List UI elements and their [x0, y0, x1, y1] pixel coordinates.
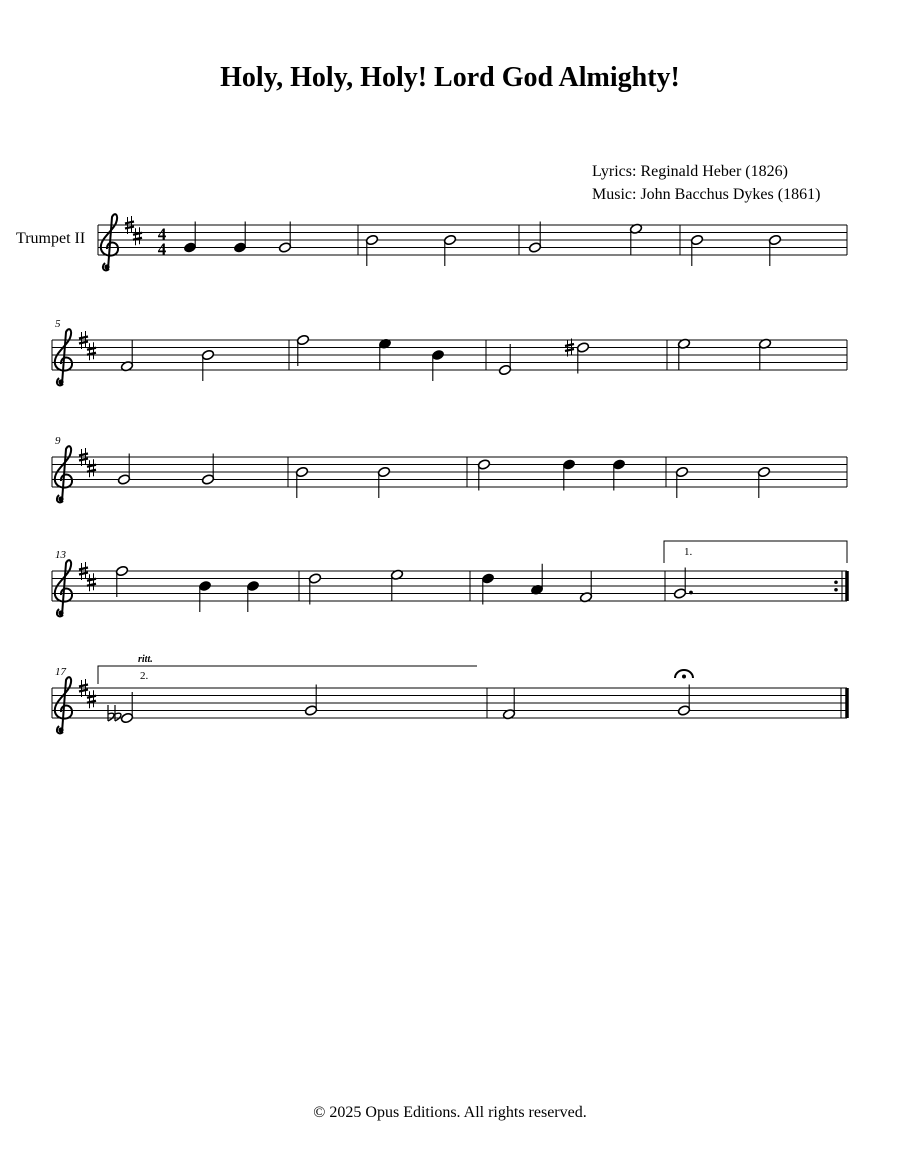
treble-clef-icon: [55, 446, 72, 502]
key-signature-sharp: [87, 690, 96, 708]
note: [431, 349, 444, 381]
volta-bracket: [664, 541, 847, 563]
key-signature-sharp: [87, 342, 96, 360]
accidental-flat: [115, 705, 121, 721]
volta-number: 1.: [684, 546, 693, 558]
note: [365, 234, 378, 266]
note: [390, 569, 403, 601]
note: [295, 466, 308, 498]
note: [768, 234, 781, 266]
note: [183, 222, 196, 254]
time-signature-numerator: 4: [157, 224, 167, 244]
volta-bracket: [98, 654, 477, 684]
note: [443, 234, 456, 266]
staff-system: [98, 225, 847, 255]
note: [120, 692, 133, 724]
repeat-dot: [834, 580, 838, 584]
volta-number: 2.: [140, 670, 149, 682]
note: [677, 338, 690, 370]
tempo-expression: ritt.: [138, 654, 153, 665]
note: [677, 685, 690, 717]
fermata-icon: [675, 670, 693, 679]
note: [477, 459, 490, 491]
note: [233, 222, 246, 254]
note: [120, 340, 133, 372]
note: [675, 466, 688, 498]
key-signature-sharp: [87, 573, 96, 591]
note: [530, 564, 543, 596]
treble-clef-icon: [55, 677, 72, 733]
note: [673, 568, 693, 600]
note: [377, 466, 390, 498]
accidental-flat: [108, 705, 114, 721]
measure-number: 9: [55, 435, 61, 447]
note: [758, 338, 771, 370]
note: [117, 454, 130, 486]
time-signature: [158, 225, 167, 259]
measure-number: 13: [55, 549, 66, 561]
measure-number: 17: [55, 666, 66, 678]
note: [612, 459, 625, 491]
treble-clef-icon: [55, 329, 72, 385]
staff-system: [52, 457, 847, 487]
note: [579, 571, 592, 603]
note: [246, 580, 259, 612]
note: [481, 573, 494, 605]
note: [757, 466, 770, 498]
note: [201, 349, 214, 381]
staff-system: [52, 571, 847, 601]
note: [296, 334, 309, 366]
note: [201, 454, 214, 486]
note: [304, 685, 317, 717]
staff-system: [52, 340, 847, 370]
note: [576, 342, 589, 374]
note: [502, 688, 515, 720]
staff-system: [52, 688, 847, 718]
key-signature-sharp: [87, 459, 96, 477]
note: [528, 222, 541, 254]
note: [378, 338, 391, 370]
note: [498, 344, 511, 376]
key-signature-sharp: [133, 227, 142, 245]
note: [690, 234, 703, 266]
treble-clef-icon: [55, 560, 72, 616]
note: [198, 580, 211, 612]
copyright-notice: © 2025 Opus Editions. All rights reserved.: [313, 1104, 587, 1121]
music-credit: Music: John Bacchus Dykes (1861): [592, 186, 821, 203]
time-signature-denominator: 4: [157, 239, 167, 259]
instrument-name: Trumpet II: [16, 230, 86, 247]
measure-number: 5: [55, 318, 61, 330]
note: [562, 459, 575, 491]
lyrics-credit: Lyrics: Reginald Heber (1826): [592, 163, 788, 180]
augmentation-dot: [689, 591, 693, 595]
note: [629, 223, 642, 255]
note: [308, 573, 321, 605]
score-title: Holy, Holy, Holy! Lord God Almighty!: [220, 62, 680, 93]
repeat-dot: [834, 588, 838, 592]
treble-clef-icon: [101, 214, 118, 270]
note: [278, 222, 291, 254]
note: [115, 565, 128, 597]
